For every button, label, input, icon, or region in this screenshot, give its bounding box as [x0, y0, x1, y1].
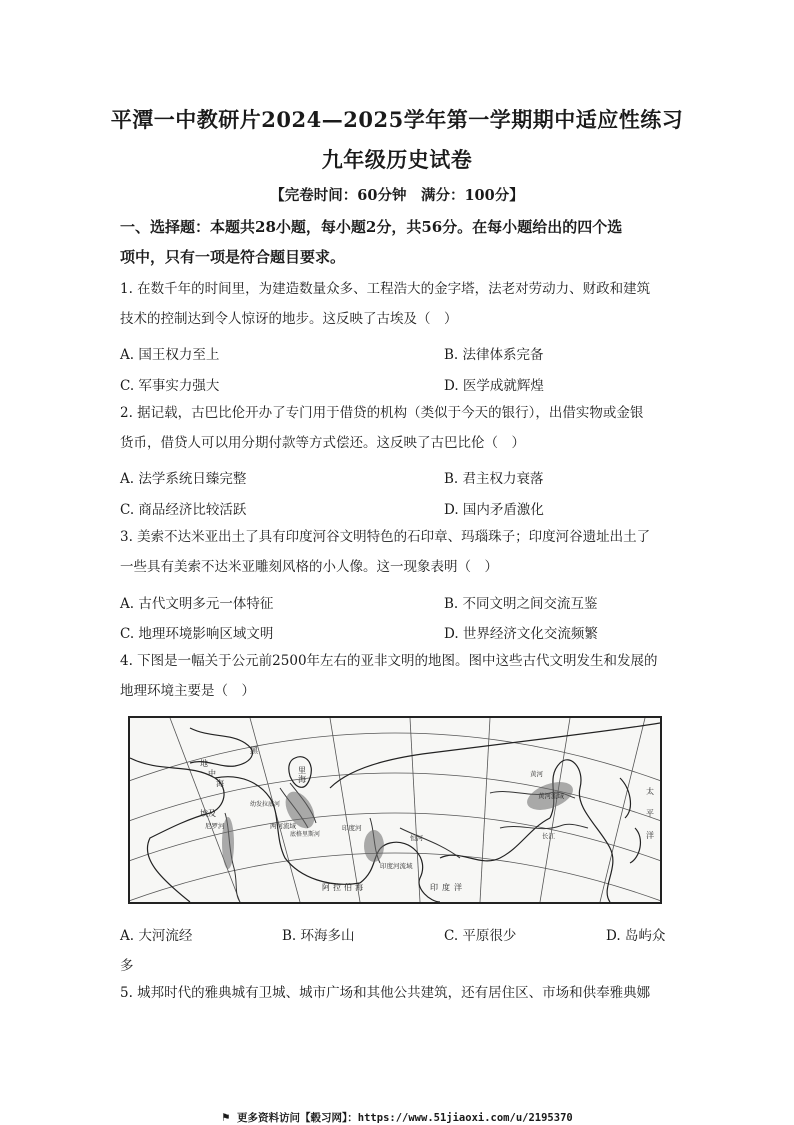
map-label-yellow-river: 黄河	[530, 770, 543, 778]
question-2-option-d: D. 国内矛盾激化	[444, 502, 544, 518]
question-4-option-b: B. 环海多山	[282, 928, 355, 944]
question-2-stem	[120, 398, 680, 458]
map-label-indus: 印度河	[342, 824, 362, 832]
exam-subtitle: 九年级历史试卷	[321, 147, 473, 172]
map-label-ganges: 恒河	[410, 834, 423, 842]
question-3-stem	[120, 522, 680, 582]
map-label-mediterranean-1: 地	[200, 759, 208, 768]
map-label-mediterranean-3: 海	[216, 779, 224, 788]
section-heading	[120, 212, 680, 272]
map-label-arabian-sea-4: 海	[355, 883, 363, 892]
map-label-pacific-3: 洋	[646, 831, 654, 840]
question-3-option-d: D. 世界经济文化交流频繁	[444, 626, 598, 642]
map-label-caspian-1: 里	[298, 766, 306, 775]
map-label-pacific-1: 太	[646, 787, 654, 796]
map-label-yangtze: 长江	[542, 832, 555, 840]
map-label-arabian-sea-3: 伯	[344, 883, 352, 892]
map-label-euphrates: 幼发拉底河	[250, 801, 281, 808]
question-1-option-c: C. 军事实力强大	[120, 378, 220, 394]
footer-text[interactable]: 更多资料访问【毂习网】：https://www.51jiaoxi.com/u/2195370	[237, 1112, 573, 1124]
map-label-pacific-2: 平	[646, 809, 654, 818]
map-label-arabian-sea-2: 拉	[333, 883, 341, 892]
question-3-option-a: A. 古代文明多元一体特征	[120, 596, 274, 612]
question-4-option-d-wrap: 多	[120, 958, 134, 974]
question-2-option-c: C. 商品经济比较活跃	[120, 502, 247, 518]
question-3-stem-line1: 3. 美索不达米亚出土了具有印度河谷文明特色的石印章、玛瑙珠子；印度河谷遗址出土了	[120, 529, 651, 545]
map-label-indian-ocean-2: 度	[442, 883, 450, 892]
question-2-stem-line2: 货币，借贷人可以用分期付款等方式偿还。这反映了古巴比伦（ ）	[120, 435, 525, 451]
question-1-option-a: A. 国王权力至上	[120, 347, 220, 363]
question-2-stem-line1: 2. 据记载，古巴比伦开办了专门用于借贷的机构（类似于今天的银行），出借实物或金银	[120, 405, 644, 421]
exam-title: 平潭一中教研片2024—2025学年第一学期期中适应性练习	[110, 107, 684, 132]
question-4-option-d: D. 岛屿众	[606, 928, 666, 944]
map-label-nile: 尼罗河	[205, 822, 225, 830]
question-2-option-b: B. 君主权力衰落	[444, 471, 544, 487]
question-1-stem	[120, 274, 680, 334]
question-3-stem-line2: 一些具有美索不达米亚雕刻风格的小人像。这一现象表明（ ）	[120, 559, 498, 575]
question-4-stem-line2: 地理环境主要是（ ）	[120, 683, 255, 699]
question-1-option-d: D. 医学成就辉煌	[444, 378, 544, 394]
question-4-option-a: A. 大河流经	[120, 928, 193, 944]
map-label-indus-valley: 印度河流域	[380, 862, 413, 870]
map-label-arabian-sea-1: 阿	[322, 883, 330, 892]
footer-link[interactable]	[0, 1110, 794, 1125]
question-1-stem-line2: 技术的控制达到令人惊讶的地步。这反映了古埃及（ ）	[120, 311, 458, 327]
question-2-option-a: A. 法学系统日臻完整	[120, 471, 247, 487]
ancient-civilizations-map	[128, 716, 662, 904]
question-5-stem	[120, 978, 680, 1008]
section-heading-line2: 项中，只有一项是符合题目要求。	[120, 248, 346, 266]
flag-icon: ⚑	[221, 1112, 231, 1124]
map-label-egypt: 埃及	[200, 809, 216, 818]
question-1-option-b: B. 法律体系完备	[444, 347, 544, 363]
question-4-option-c: C. 平原很少	[444, 928, 517, 944]
map-label-caspian-2: 海	[298, 775, 306, 784]
question-4-stem-line1: 4. 下图是一幅关于公元前2500年左右的亚非文明的地图。图中这些古代文明发生和发展的	[120, 653, 658, 669]
question-5-stem-line1: 5. 城邦时代的雅典城有卫城、城市广场和其他公共建筑，还有居住区、市场和供奉雅典娜	[120, 985, 651, 1001]
exam-info: 【完卷时间：60分钟 满分：100分】	[270, 187, 524, 204]
map-label-mesopotamia: 两河流域	[270, 822, 296, 830]
map-label-indian-ocean-3: 洋	[454, 883, 462, 892]
map-label-yellow-river-basin: 黄河流域	[538, 792, 564, 800]
question-3-option-b: B. 不同文明之间交流互鉴	[444, 596, 598, 612]
map-label-indian-ocean-1: 印	[430, 883, 438, 892]
question-4-stem	[120, 646, 680, 706]
section-heading-line1: 一、选择题：本题共28小题，每小题2分，共56分。在每小题给出的四个选	[120, 218, 623, 236]
map-label-tigris: 底格里斯河	[290, 831, 321, 838]
question-1-stem-line1: 1. 在数千年的时间里，为建造数量众多、工程浩大的金字塔，法老对劳动力、财政和建筑	[120, 281, 651, 297]
question-3-option-c: C. 地理环境影响区域文明	[120, 626, 274, 642]
map-label-mediterranean-2: 中	[208, 769, 216, 778]
map-label-black-sea-1: 黑	[250, 746, 258, 755]
